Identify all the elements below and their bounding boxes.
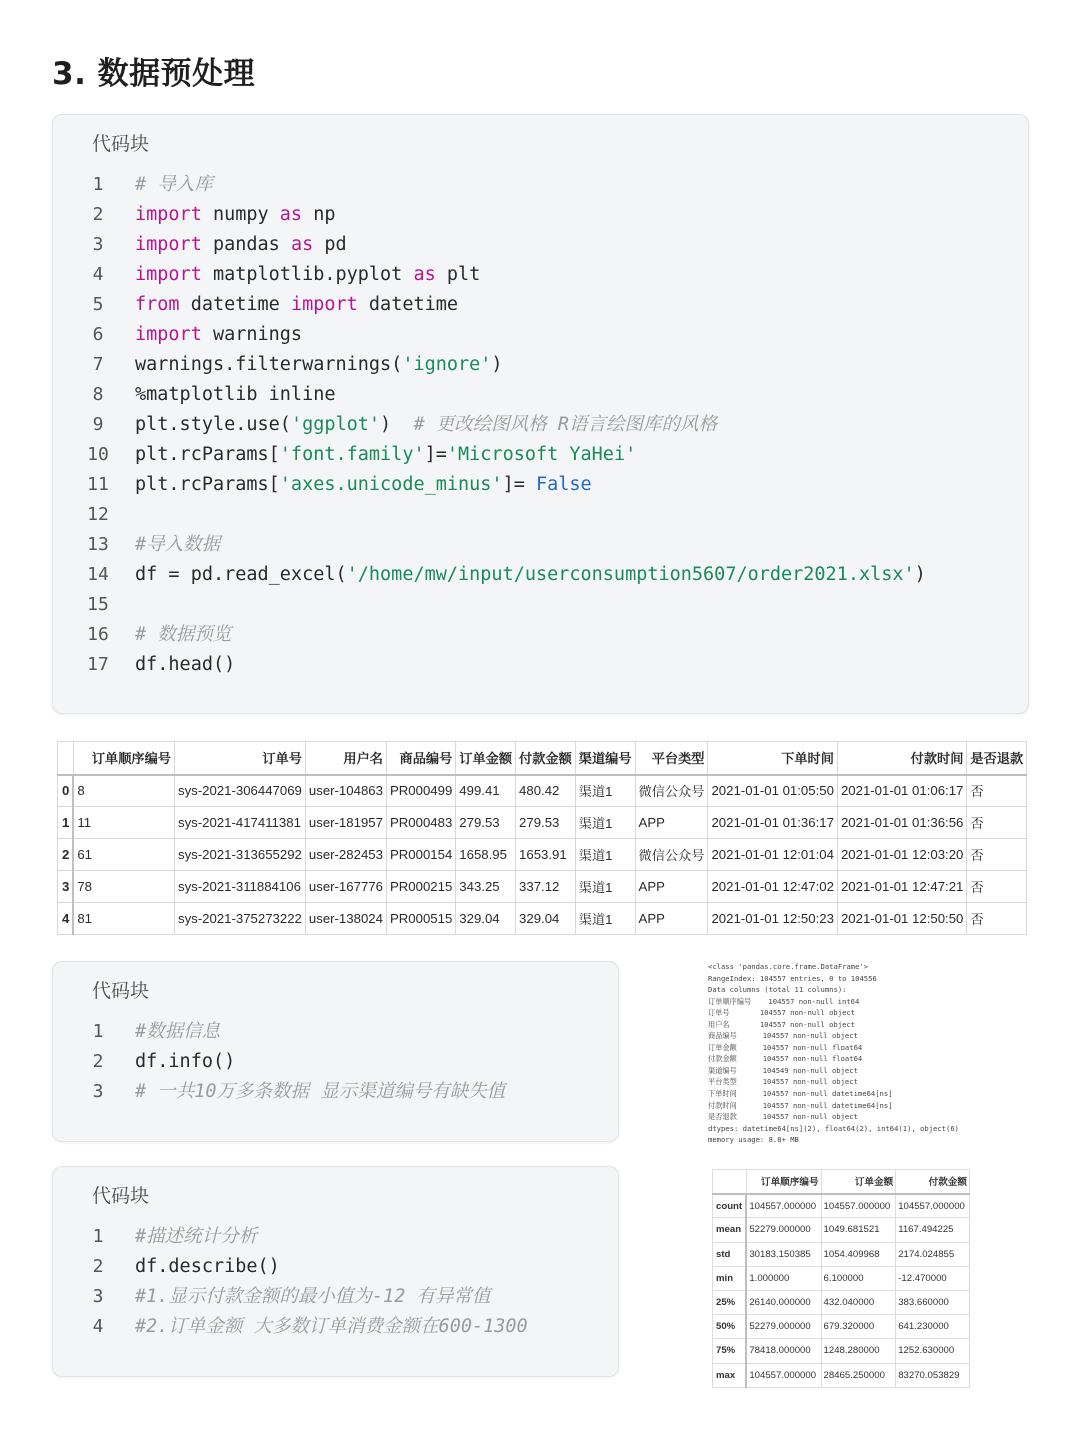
column-header: 付款金额 [516, 742, 576, 775]
table-cell: 30183.150385 [746, 1242, 821, 1266]
info-line: 用户名 104557 non-null object [708, 1019, 856, 1029]
stat-name: mean [713, 1218, 747, 1242]
code-text: #数据信息 [135, 1021, 221, 1042]
table-cell: 104557.000000 [896, 1194, 970, 1218]
table-row [58, 807, 1027, 839]
row-index: 0 [58, 775, 74, 807]
line-number: 3 [92, 1286, 104, 1307]
table-cell: 78418.000000 [746, 1339, 821, 1363]
info-line: 付款时间 104557 non-null datetime64[ns] [708, 1100, 893, 1110]
code-text: #描述统计分析 [135, 1226, 258, 1247]
code-text: import numpy as np [135, 204, 336, 225]
table-cell: 81 [73, 903, 174, 935]
column-header: 付款金额 [896, 1170, 970, 1194]
table-cell: 499.41 [456, 775, 516, 807]
table-cell: sys-2021-375273222 [174, 903, 305, 935]
column-header: 订单顺序编号 [73, 742, 174, 775]
table-cell: 1252.630000 [896, 1339, 970, 1363]
code-text: # 导入库 [135, 174, 213, 195]
table-cell: sys-2021-417411381 [174, 807, 305, 839]
column-header: 订单号 [174, 742, 305, 775]
line-number: 17 [87, 654, 109, 675]
table-cell: PR000154 [386, 839, 455, 871]
table-cell: 2021-01-01 12:03:20 [837, 839, 966, 871]
code-line [53, 440, 1028, 470]
table-cell: 279.53 [516, 807, 576, 839]
code-text: import warnings [135, 324, 303, 345]
row-index: 3 [58, 871, 74, 903]
line-number: 8 [92, 384, 104, 405]
line-number: 1 [92, 1226, 104, 1247]
column-header: 商品编号 [386, 742, 455, 775]
info-line: Data columns (total 11 columns): [708, 985, 847, 995]
code-block-label: 代码块 [92, 1185, 150, 1207]
table-cell: 52279.000000 [746, 1315, 821, 1339]
table-cell: 329.04 [456, 903, 516, 935]
info-line: memory usage: 8.8+ MB [708, 1135, 799, 1145]
table-cell: APP [635, 903, 708, 935]
table-row [713, 1218, 970, 1242]
line-number: 3 [92, 234, 104, 255]
line-number: 9 [92, 414, 104, 435]
table-cell: 渠道1 [575, 839, 635, 871]
table-cell: user-104863 [305, 775, 386, 807]
column-header: 订单金额 [456, 742, 516, 775]
code-text: df = pd.read_excel('/home/mw/input/userconsumption5607/order2021.xlsx') [135, 564, 926, 585]
table-cell: 1167.494225 [896, 1218, 970, 1242]
info-output [708, 961, 959, 1146]
table-row [713, 1315, 970, 1339]
code-line [53, 650, 1028, 680]
table-cell: 28465.250000 [821, 1363, 896, 1387]
table-cell: user-167776 [305, 871, 386, 903]
table-cell: 26140.000000 [746, 1290, 821, 1314]
line-number: 2 [92, 1051, 104, 1072]
table-cell: 641.230000 [896, 1315, 970, 1339]
table-cell: 279.53 [456, 807, 516, 839]
table-cell: 1658.95 [456, 839, 516, 871]
table-row [58, 871, 1027, 903]
line-number: 1 [92, 1021, 104, 1042]
code-line [53, 230, 1028, 260]
code-line [53, 410, 1028, 440]
code-text: plt.rcParams['axes.unicode_minus']= False [135, 474, 592, 495]
table-cell: 8 [73, 775, 174, 807]
column-header: 是否退款 [967, 742, 1027, 775]
table-cell: 2021-01-01 01:05:50 [708, 775, 837, 807]
code-block-import [52, 114, 1029, 714]
table-cell: 2021-01-01 01:06:17 [837, 775, 966, 807]
code-text: #2.订单金额 大多数订单消费金额在600-1300 [135, 1316, 528, 1337]
line-number: 2 [92, 1256, 104, 1277]
table-cell: 432.040000 [821, 1290, 896, 1314]
line-number: 4 [92, 1316, 104, 1337]
table-row [713, 1242, 970, 1266]
code-text: df.head() [135, 654, 236, 675]
table-cell: -12.470000 [896, 1266, 970, 1290]
code-text: # 数据预览 [135, 624, 232, 645]
table-cell: 否 [967, 807, 1027, 839]
table-cell: 2021-01-01 12:50:50 [837, 903, 966, 935]
line-number: 6 [92, 324, 104, 345]
column-header: 付款时间 [837, 742, 966, 775]
table-cell: 383.660000 [896, 1290, 970, 1314]
table-cell: 6.100000 [821, 1266, 896, 1290]
code-block-info [52, 961, 619, 1142]
table-cell: PR000515 [386, 903, 455, 935]
table-row [58, 903, 1027, 935]
column-header: 下单时间 [708, 742, 837, 775]
stat-name: count [713, 1194, 747, 1218]
table-cell: 1248.280000 [821, 1339, 896, 1363]
table-cell: 否 [967, 903, 1027, 935]
info-line: 下单时间 104557 non-null datetime64[ns] [708, 1089, 893, 1099]
stat-name: min [713, 1266, 747, 1290]
table-cell: 61 [73, 839, 174, 871]
info-line: 商品编号 104557 non-null object [708, 1031, 858, 1041]
table-row [713, 1290, 970, 1314]
code-line [53, 1017, 618, 1047]
code-line [53, 470, 1028, 500]
code-line [53, 620, 1028, 650]
table-cell: 微信公众号 [635, 839, 708, 871]
table-cell: PR000215 [386, 871, 455, 903]
table-cell: 渠道1 [575, 775, 635, 807]
table-cell: 1.000000 [746, 1266, 821, 1290]
describe-output-table [712, 1169, 970, 1388]
table-cell: 337.12 [516, 871, 576, 903]
table-cell: 渠道1 [575, 807, 635, 839]
table-cell: user-282453 [305, 839, 386, 871]
table-cell: 78 [73, 871, 174, 903]
line-number: 16 [87, 624, 109, 645]
table-cell: 104557.000000 [821, 1194, 896, 1218]
info-line: 渠道编号 104549 non-null object [708, 1065, 858, 1075]
line-number: 13 [87, 534, 109, 555]
code-line [53, 590, 1028, 620]
code-line [53, 530, 1028, 560]
info-line: <class 'pandas.core.frame.DataFrame'> [708, 962, 869, 971]
table-row [713, 1363, 970, 1387]
table-cell: 52279.000000 [746, 1218, 821, 1242]
table-cell: 104557.000000 [746, 1363, 821, 1387]
code-text: warnings.filterwarnings('ignore') [135, 354, 503, 375]
stat-name: std [713, 1242, 747, 1266]
code-line [53, 260, 1028, 290]
table-cell: PR000499 [386, 775, 455, 807]
code-line [53, 320, 1028, 350]
stat-name: 75% [713, 1339, 747, 1363]
code-line [53, 1282, 618, 1312]
column-header: 平台类型 [635, 742, 708, 775]
table-cell: 2021-01-01 01:36:17 [708, 807, 837, 839]
code-line [53, 170, 1028, 200]
code-text: df.describe() [135, 1256, 280, 1277]
table-cell: 渠道1 [575, 903, 635, 935]
table-cell: PR000483 [386, 807, 455, 839]
table-cell: sys-2021-306447069 [174, 775, 305, 807]
code-text: import matplotlib.pyplot as plt [135, 264, 481, 285]
table-cell: 2021-01-01 12:47:21 [837, 871, 966, 903]
line-number: 4 [92, 264, 104, 285]
stat-name: 25% [713, 1290, 747, 1314]
line-number: 7 [92, 354, 104, 375]
table-cell: 11 [73, 807, 174, 839]
info-line: 付款金额 104557 non-null float64 [708, 1054, 863, 1064]
row-index: 4 [58, 903, 74, 935]
line-number: 5 [92, 294, 104, 315]
table-cell: 否 [967, 775, 1027, 807]
table-cell: user-138024 [305, 903, 386, 935]
table-cell: APP [635, 871, 708, 903]
code-block-label: 代码块 [92, 980, 150, 1002]
row-index: 1 [58, 807, 74, 839]
table-row [58, 839, 1027, 871]
info-line: 订单号 104557 non-null object [708, 1008, 856, 1018]
table-cell: 2174.024855 [896, 1242, 970, 1266]
code-line [53, 1047, 618, 1077]
info-line: dtypes: datetime64[ns](2), float64(2), int64(1), object(6) [708, 1123, 959, 1133]
table-cell: 2021-01-01 12:47:02 [708, 871, 837, 903]
table-row [713, 1266, 970, 1290]
line-number: 11 [87, 474, 109, 495]
code-line [53, 1077, 618, 1107]
code-text: # 一共10万多条数据 显示渠道编号有缺失值 [135, 1081, 506, 1102]
code-line [53, 1312, 618, 1342]
code-text: import pandas as pd [135, 234, 347, 255]
head-output-table [57, 741, 1027, 935]
table-cell: 微信公众号 [635, 775, 708, 807]
table-cell: 83270.053829 [896, 1363, 970, 1387]
table-row [713, 1339, 970, 1363]
stat-name: 50% [713, 1315, 747, 1339]
row-index: 2 [58, 839, 74, 871]
table-cell: 679.320000 [821, 1315, 896, 1339]
table-cell: 否 [967, 839, 1027, 871]
code-line [53, 200, 1028, 230]
info-line: 订单金额 104557 non-null float64 [708, 1042, 863, 1052]
info-line: 订单顺序编号 104557 non-null int64 [708, 996, 860, 1006]
table-cell: 渠道1 [575, 871, 635, 903]
line-number: 14 [87, 564, 109, 585]
info-line: 平台类型 104557 non-null object [708, 1077, 858, 1087]
code-block-label: 代码块 [92, 133, 150, 155]
table-cell: 1054.409968 [821, 1242, 896, 1266]
table-cell: 1049.681521 [821, 1218, 896, 1242]
table-row [713, 1194, 970, 1218]
code-text: #导入数据 [135, 534, 221, 555]
table-cell: 2021-01-01 12:01:04 [708, 839, 837, 871]
code-text: %matplotlib inline [135, 384, 336, 405]
column-header: 渠道编号 [575, 742, 635, 775]
line-number: 1 [92, 174, 104, 195]
code-line [53, 380, 1028, 410]
table-cell: 2021-01-01 12:50:23 [708, 903, 837, 935]
line-number: 3 [92, 1081, 104, 1102]
table-cell: sys-2021-313655292 [174, 839, 305, 871]
code-text: from datetime import datetime [135, 294, 459, 315]
code-text: df.info() [135, 1051, 236, 1072]
info-line: 是否退款 104557 non-null object [708, 1112, 858, 1122]
table-row [58, 775, 1027, 807]
table-cell: user-181957 [305, 807, 386, 839]
code-text: #1.显示付款金额的最小值为-12 有异常值 [135, 1286, 491, 1307]
code-text: plt.style.use('ggplot') # 更改绘图风格 R语言绘图库的风格 [135, 414, 718, 435]
code-line [53, 1252, 618, 1282]
table-cell: sys-2021-311884106 [174, 871, 305, 903]
code-block-describe [52, 1166, 619, 1377]
table-cell: 2021-01-01 01:36:56 [837, 807, 966, 839]
line-number: 12 [87, 504, 109, 525]
stat-name: max [713, 1363, 747, 1387]
code-line [53, 560, 1028, 590]
code-line [53, 290, 1028, 320]
table-cell: 否 [967, 871, 1027, 903]
table-cell: 104557.000000 [746, 1194, 821, 1218]
code-line [53, 350, 1028, 380]
code-line [53, 500, 1028, 530]
line-number: 2 [92, 204, 104, 225]
table-cell: 329.04 [516, 903, 576, 935]
table-cell: 480.42 [516, 775, 576, 807]
code-text: plt.rcParams['font.family']='Microsoft YaHei' [135, 444, 637, 465]
table-cell: 343.25 [456, 871, 516, 903]
column-header [713, 1170, 747, 1194]
column-header: 订单顺序编号 [746, 1170, 821, 1194]
line-number: 15 [87, 594, 109, 615]
line-number: 10 [87, 444, 109, 465]
table-cell: 1653.91 [516, 839, 576, 871]
info-line: RangeIndex: 104557 entries, 0 to 104556 [708, 973, 877, 983]
code-line [53, 1222, 618, 1252]
column-header: 用户名 [305, 742, 386, 775]
column-header: 订单金额 [821, 1170, 896, 1194]
table-cell: APP [635, 807, 708, 839]
page-title: 3. 数据预处理 [52, 56, 256, 92]
column-header [58, 742, 74, 775]
